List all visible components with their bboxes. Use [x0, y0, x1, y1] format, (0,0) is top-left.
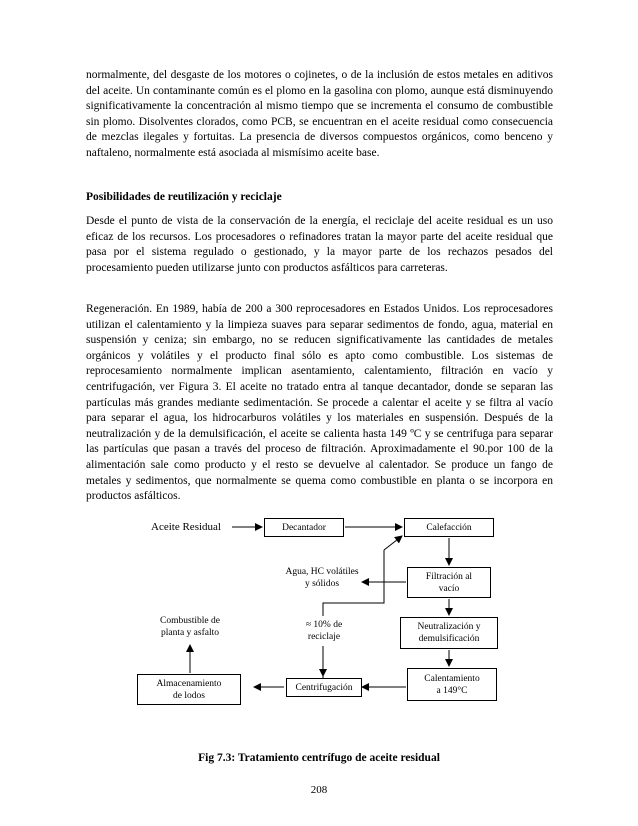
- almacenamiento-line1: Almacenamiento: [156, 678, 222, 689]
- combustible-line2: planta y asfalto: [160, 628, 220, 638]
- node-neutralizacion: [400, 617, 498, 649]
- calentamiento-line2: a 149°C: [436, 685, 468, 696]
- figure-caption: Fig 7.3: Tratamiento centrífugo de aceite residual: [198, 752, 440, 764]
- almacenamiento-line2: de lodos: [173, 690, 205, 701]
- node-combustible: [146, 612, 234, 642]
- filtracion-line2: vacío: [438, 583, 460, 594]
- neutralizacion-line2: demulsificación: [418, 634, 480, 644]
- node-centrifugacion: Centrifugación: [286, 678, 362, 697]
- section-heading: Posibilidades de reutilización y reciclaje: [86, 191, 282, 203]
- node-calefaccion: Calefacción: [404, 518, 494, 537]
- reciclaje-line1: ≈ 10% de: [305, 620, 343, 630]
- filtracion-line1: Filtración al: [425, 571, 473, 582]
- node-filtracion: [407, 567, 491, 598]
- node-calentamiento: [407, 668, 497, 701]
- page-number: 208: [310, 784, 328, 796]
- neutralizacion-line1: Neutralización y: [417, 622, 481, 632]
- agua-hc-line1: Agua, HC volátiles: [285, 567, 359, 577]
- reciclaje-line2: reciclaje: [307, 632, 341, 642]
- arrow-recycle-to-heating: [384, 536, 402, 550]
- process-flow-diagram: [0, 508, 638, 748]
- paragraph-recycling: Desde el punto de vista de la conservación de la energía, el reciclaje del aceite residual es un uso eficaz de los recursos. Los procesadores o refinadores tratan la mayor parte del aceite residual que pasa por el sistema regulado o gestionado, y la mayor parte de los rechazos pesados del procesamiento pueden utilizarse junto con productos asfálticos para carreteras.: [86, 215, 553, 274]
- node-aceite-residual: Aceite Residual: [151, 521, 221, 533]
- combustible-line1: Combustible de: [160, 616, 220, 626]
- node-almacenamiento: [137, 674, 241, 705]
- paragraph-regeneration: Regeneración. En 1989, había de 200 a 300 reprocesadores en Estados Unidos. Los reprocesadores utilizan el calentamiento y la limpieza suaves para separar sedimentos de fondo, agua, material en suspensión y ceniza; sin embargo, no se reducen significativamente las cantidades de metales orgánicos y volátiles y el producto final sólo es apto como combustible. Los sistemas de reprocesamiento normalmente implican asentamiento, calentamiento, filtración en vacío y centrifugación, ver Figura 3. El aceite no tratado entra al tanque decantador, donde se separan las partículas más grandes mediante sedimentación. Se procede a calentar el aceite y se filtra al vacío para separar el agua, los hidrocarburos volátiles y los materiales en suspensión. Después de la neutralización y de la demulsificación, el aceite se calienta hasta 149 ºC y se centrifuga para separar las partículas que pasan a través del proceso de filtración. Aproximadamente el 90.por 100 de la alimentación sale como producto y el resto se devuelve al calentador. Se produce un fango de metales y sedimentos, que normalmente se quema como combustible en planta o se incorpora en productos asfálticos.: [86, 303, 553, 503]
- node-agua-hc: [284, 563, 360, 593]
- agua-hc-line2: y sólidos: [304, 579, 340, 589]
- node-decantador: Decantador: [264, 518, 344, 537]
- node-reciclaje: [296, 616, 352, 646]
- paragraph-contaminants: normalmente, del desgaste de los motores o cojinetes, o de la inclusión de estos metales en aditivos del aceite. Un contaminante común es el plomo en la gasolina con plomo, aunque está disminuyendo significativamente la concentración al mismo tiempo que se incrementa el consumo de combustible sin plomo. Disolventes clorados, como PCB, se encuentran en el aceite residual como consecuencia de mezclas ilegales y fortuitas. La presencia de diversos compuestos orgánicos, como benceno y naftaleno, normalmente está asociada al mismísimo aceite base.: [86, 69, 553, 159]
- calentamiento-line1: Calentamiento: [424, 673, 480, 684]
